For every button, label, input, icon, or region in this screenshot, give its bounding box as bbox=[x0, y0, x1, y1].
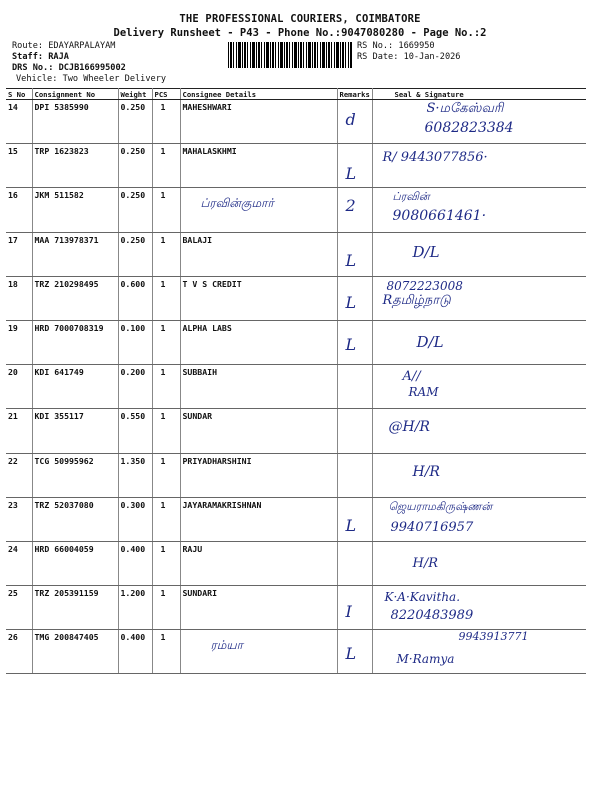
pcs-cell: 1 bbox=[152, 497, 180, 541]
remarks-cell bbox=[337, 100, 372, 144]
col-pcs: PCS bbox=[152, 89, 180, 100]
col-consignee: Consignee Details bbox=[180, 89, 337, 100]
remarks-cell bbox=[337, 630, 372, 674]
pcs-cell: 1 bbox=[152, 541, 180, 585]
consignment-cell: TCG 50995962 bbox=[32, 453, 118, 497]
weight-cell: 0.250 bbox=[118, 100, 152, 144]
vehicle-label: Vehicle: Two Wheeler Delivery bbox=[16, 74, 167, 84]
remark-mark: L bbox=[345, 164, 357, 184]
consignment-cell: JKM 511582 bbox=[32, 188, 118, 232]
consignee-cell: BALAJI bbox=[180, 232, 337, 276]
signature-handwriting-secondary: 9080661461· bbox=[392, 208, 487, 225]
signature-handwriting: R/ 9443077856· bbox=[382, 150, 488, 166]
table-row bbox=[6, 100, 586, 144]
weight-cell: 0.250 bbox=[118, 144, 152, 188]
company-title: THE PROFESSIONAL COURIERS, COIMBATORE bbox=[179, 13, 421, 25]
sno-cell: 24 bbox=[6, 541, 32, 585]
signature-handwriting-secondary: 9940716957 bbox=[390, 519, 474, 535]
signature-handwriting: D/L bbox=[412, 242, 440, 261]
remarks-cell bbox=[337, 409, 372, 453]
pcs-cell: 1 bbox=[152, 586, 180, 630]
weight-cell: 0.250 bbox=[118, 188, 152, 232]
remark-mark: d bbox=[345, 110, 356, 129]
signature-handwriting: ஜெயராமகிருஷ்ணன் bbox=[388, 499, 493, 513]
barcode bbox=[228, 42, 352, 68]
consignment-cell: KDI 355117 bbox=[32, 409, 118, 453]
staff-label: Staff: RAJA bbox=[12, 52, 69, 62]
signature-handwriting-secondary: Rதமிழ்நாடு bbox=[382, 292, 451, 308]
consignment-cell: TMG 200847405 bbox=[32, 630, 118, 674]
consignee-handwriting: ப்ரவின்குமார் bbox=[200, 196, 274, 211]
table-row bbox=[6, 144, 586, 188]
consignee-cell: SUNDAR bbox=[180, 409, 337, 453]
pcs-cell: 1 bbox=[152, 320, 180, 364]
remarks-cell bbox=[337, 453, 372, 497]
sno-cell: 25 bbox=[6, 586, 32, 630]
signature-cell bbox=[372, 630, 586, 674]
rs-number: RS No.: 1669950 bbox=[357, 41, 435, 51]
signature-handwriting: 9943913771 bbox=[458, 630, 529, 644]
signature-cell bbox=[372, 497, 586, 541]
signature-cell bbox=[372, 586, 586, 630]
signature-handwriting: ப்ரவின் bbox=[392, 190, 430, 204]
remark-mark: L bbox=[345, 334, 357, 354]
signature-cell bbox=[372, 144, 586, 188]
runsheet-table bbox=[6, 88, 586, 674]
remarks-cell bbox=[337, 320, 372, 364]
remarks-cell bbox=[337, 144, 372, 188]
table-row bbox=[6, 453, 586, 497]
weight-cell: 0.400 bbox=[118, 541, 152, 585]
route-label: Route: EDAYARPALAYAM bbox=[12, 41, 116, 51]
consignee-cell: T V S CREDIT bbox=[180, 276, 337, 320]
signature-cell bbox=[372, 100, 586, 144]
consignee-cell: SUNDARI bbox=[180, 586, 337, 630]
signature-handwriting: K·A·Kavitha. bbox=[384, 590, 461, 605]
consignment-cell: TRZ 52037080 bbox=[32, 497, 118, 541]
weight-cell: 0.600 bbox=[118, 276, 152, 320]
signature-handwriting: D/L bbox=[416, 332, 444, 351]
consignee-cell: PRIYADHARSHINI bbox=[180, 453, 337, 497]
pcs-cell: 1 bbox=[152, 409, 180, 453]
table-row bbox=[6, 630, 586, 674]
table-row bbox=[6, 232, 586, 276]
pcs-cell: 1 bbox=[152, 100, 180, 144]
weight-cell: 0.100 bbox=[118, 320, 152, 364]
remark-mark: I bbox=[345, 602, 352, 622]
remarks-cell bbox=[337, 365, 372, 409]
sno-cell: 19 bbox=[6, 320, 32, 364]
col-consignment: Consignment No bbox=[32, 89, 118, 100]
signature-cell bbox=[372, 365, 586, 409]
sno-cell: 21 bbox=[6, 409, 32, 453]
remarks-cell bbox=[337, 276, 372, 320]
signature-cell bbox=[372, 409, 586, 453]
consignee-cell: SUBBAIH bbox=[180, 365, 337, 409]
consignee-cell bbox=[180, 630, 337, 674]
rs-date: RS Date: 10-Jan-2026 bbox=[357, 52, 461, 62]
table-row bbox=[6, 409, 586, 453]
consignee-handwriting: ரம்யா bbox=[210, 638, 243, 653]
sno-cell: 16 bbox=[6, 188, 32, 232]
signature-handwriting: A// bbox=[402, 369, 421, 385]
signature-handwriting: H/R bbox=[412, 463, 440, 480]
signature-handwriting-secondary: 6082823384 bbox=[424, 120, 514, 136]
consignee-cell: MAHESHWARI bbox=[180, 100, 337, 144]
table-row bbox=[6, 586, 586, 630]
consignment-cell: TRZ 205391159 bbox=[32, 586, 118, 630]
weight-cell: 0.200 bbox=[118, 365, 152, 409]
pcs-cell: 1 bbox=[152, 232, 180, 276]
drs-number: DRS No.: DCJB166995002 bbox=[12, 63, 126, 73]
sno-cell: 26 bbox=[6, 630, 32, 674]
remarks-cell bbox=[337, 188, 372, 232]
consignment-cell: KDI 641749 bbox=[32, 365, 118, 409]
table-row bbox=[6, 497, 586, 541]
pcs-cell: 1 bbox=[152, 276, 180, 320]
signature-handwriting-secondary: RAM bbox=[408, 385, 439, 400]
consignment-cell: DPI 5385990 bbox=[32, 100, 118, 144]
pcs-cell: 1 bbox=[152, 453, 180, 497]
consignee-cell: RAJU bbox=[180, 541, 337, 585]
runsheet-subtitle: Delivery Runsheet - P43 - Phone No.:9047080280 - Page No.:2 bbox=[113, 27, 487, 39]
weight-cell: 0.300 bbox=[118, 497, 152, 541]
signature-handwriting: 8072223008 bbox=[386, 278, 463, 293]
consignee-cell bbox=[180, 188, 337, 232]
sno-cell: 17 bbox=[6, 232, 32, 276]
remarks-cell bbox=[337, 232, 372, 276]
sno-cell: 20 bbox=[6, 365, 32, 409]
table-row bbox=[6, 365, 586, 409]
consignee-cell: MAHALASKHMI bbox=[180, 144, 337, 188]
signature-cell bbox=[372, 232, 586, 276]
signature-handwriting: @H/R bbox=[388, 419, 430, 436]
signature-cell bbox=[372, 276, 586, 320]
pcs-cell: 1 bbox=[152, 630, 180, 674]
consignment-cell: TRZ 210298495 bbox=[32, 276, 118, 320]
signature-cell bbox=[372, 453, 586, 497]
signature-handwriting-secondary: M·Ramya bbox=[396, 652, 455, 667]
col-sno: S No bbox=[6, 89, 32, 100]
weight-cell: 0.400 bbox=[118, 630, 152, 674]
signature-cell bbox=[372, 188, 586, 232]
weight-cell: 1.350 bbox=[118, 453, 152, 497]
remark-mark: 2 bbox=[345, 196, 356, 216]
consignment-cell: HRD 7000708319 bbox=[32, 320, 118, 364]
signature-handwriting-secondary: 8220483989 bbox=[390, 608, 474, 624]
pcs-cell: 1 bbox=[152, 365, 180, 409]
table-row bbox=[6, 276, 586, 320]
weight-cell: 1.200 bbox=[118, 586, 152, 630]
sno-cell: 22 bbox=[6, 453, 32, 497]
table-row bbox=[6, 541, 586, 585]
remark-mark: L bbox=[345, 292, 357, 312]
sno-cell: 23 bbox=[6, 497, 32, 541]
remarks-cell bbox=[337, 586, 372, 630]
consignment-cell: TRP 1623823 bbox=[32, 144, 118, 188]
consignee-cell: JAYARAMAKRISHNAN bbox=[180, 497, 337, 541]
sno-cell: 14 bbox=[6, 100, 32, 144]
remarks-cell bbox=[337, 541, 372, 585]
consignment-cell: MAA 713978371 bbox=[32, 232, 118, 276]
sno-cell: 15 bbox=[6, 144, 32, 188]
signature-handwriting: H/R bbox=[412, 555, 439, 571]
remark-mark: L bbox=[345, 515, 357, 535]
weight-cell: 0.250 bbox=[118, 232, 152, 276]
pcs-cell: 1 bbox=[152, 144, 180, 188]
remark-mark: L bbox=[345, 250, 357, 270]
consignment-cell: HRD 66004059 bbox=[32, 541, 118, 585]
signature-cell bbox=[372, 320, 586, 364]
pcs-cell: 1 bbox=[152, 188, 180, 232]
col-signature: Seal & Signature bbox=[372, 89, 586, 100]
col-remarks: Remarks bbox=[337, 89, 372, 100]
consignee-cell: ALPHA LABS bbox=[180, 320, 337, 364]
table-header bbox=[6, 89, 586, 100]
remarks-cell bbox=[337, 497, 372, 541]
signature-cell bbox=[372, 541, 586, 585]
weight-cell: 0.550 bbox=[118, 409, 152, 453]
remark-mark: L bbox=[345, 644, 357, 664]
col-weight: Weight bbox=[118, 89, 152, 100]
signature-handwriting: S·மகேஸ்வரி bbox=[426, 101, 504, 116]
table-row bbox=[6, 320, 586, 364]
table-row bbox=[6, 188, 586, 232]
sno-cell: 18 bbox=[6, 276, 32, 320]
